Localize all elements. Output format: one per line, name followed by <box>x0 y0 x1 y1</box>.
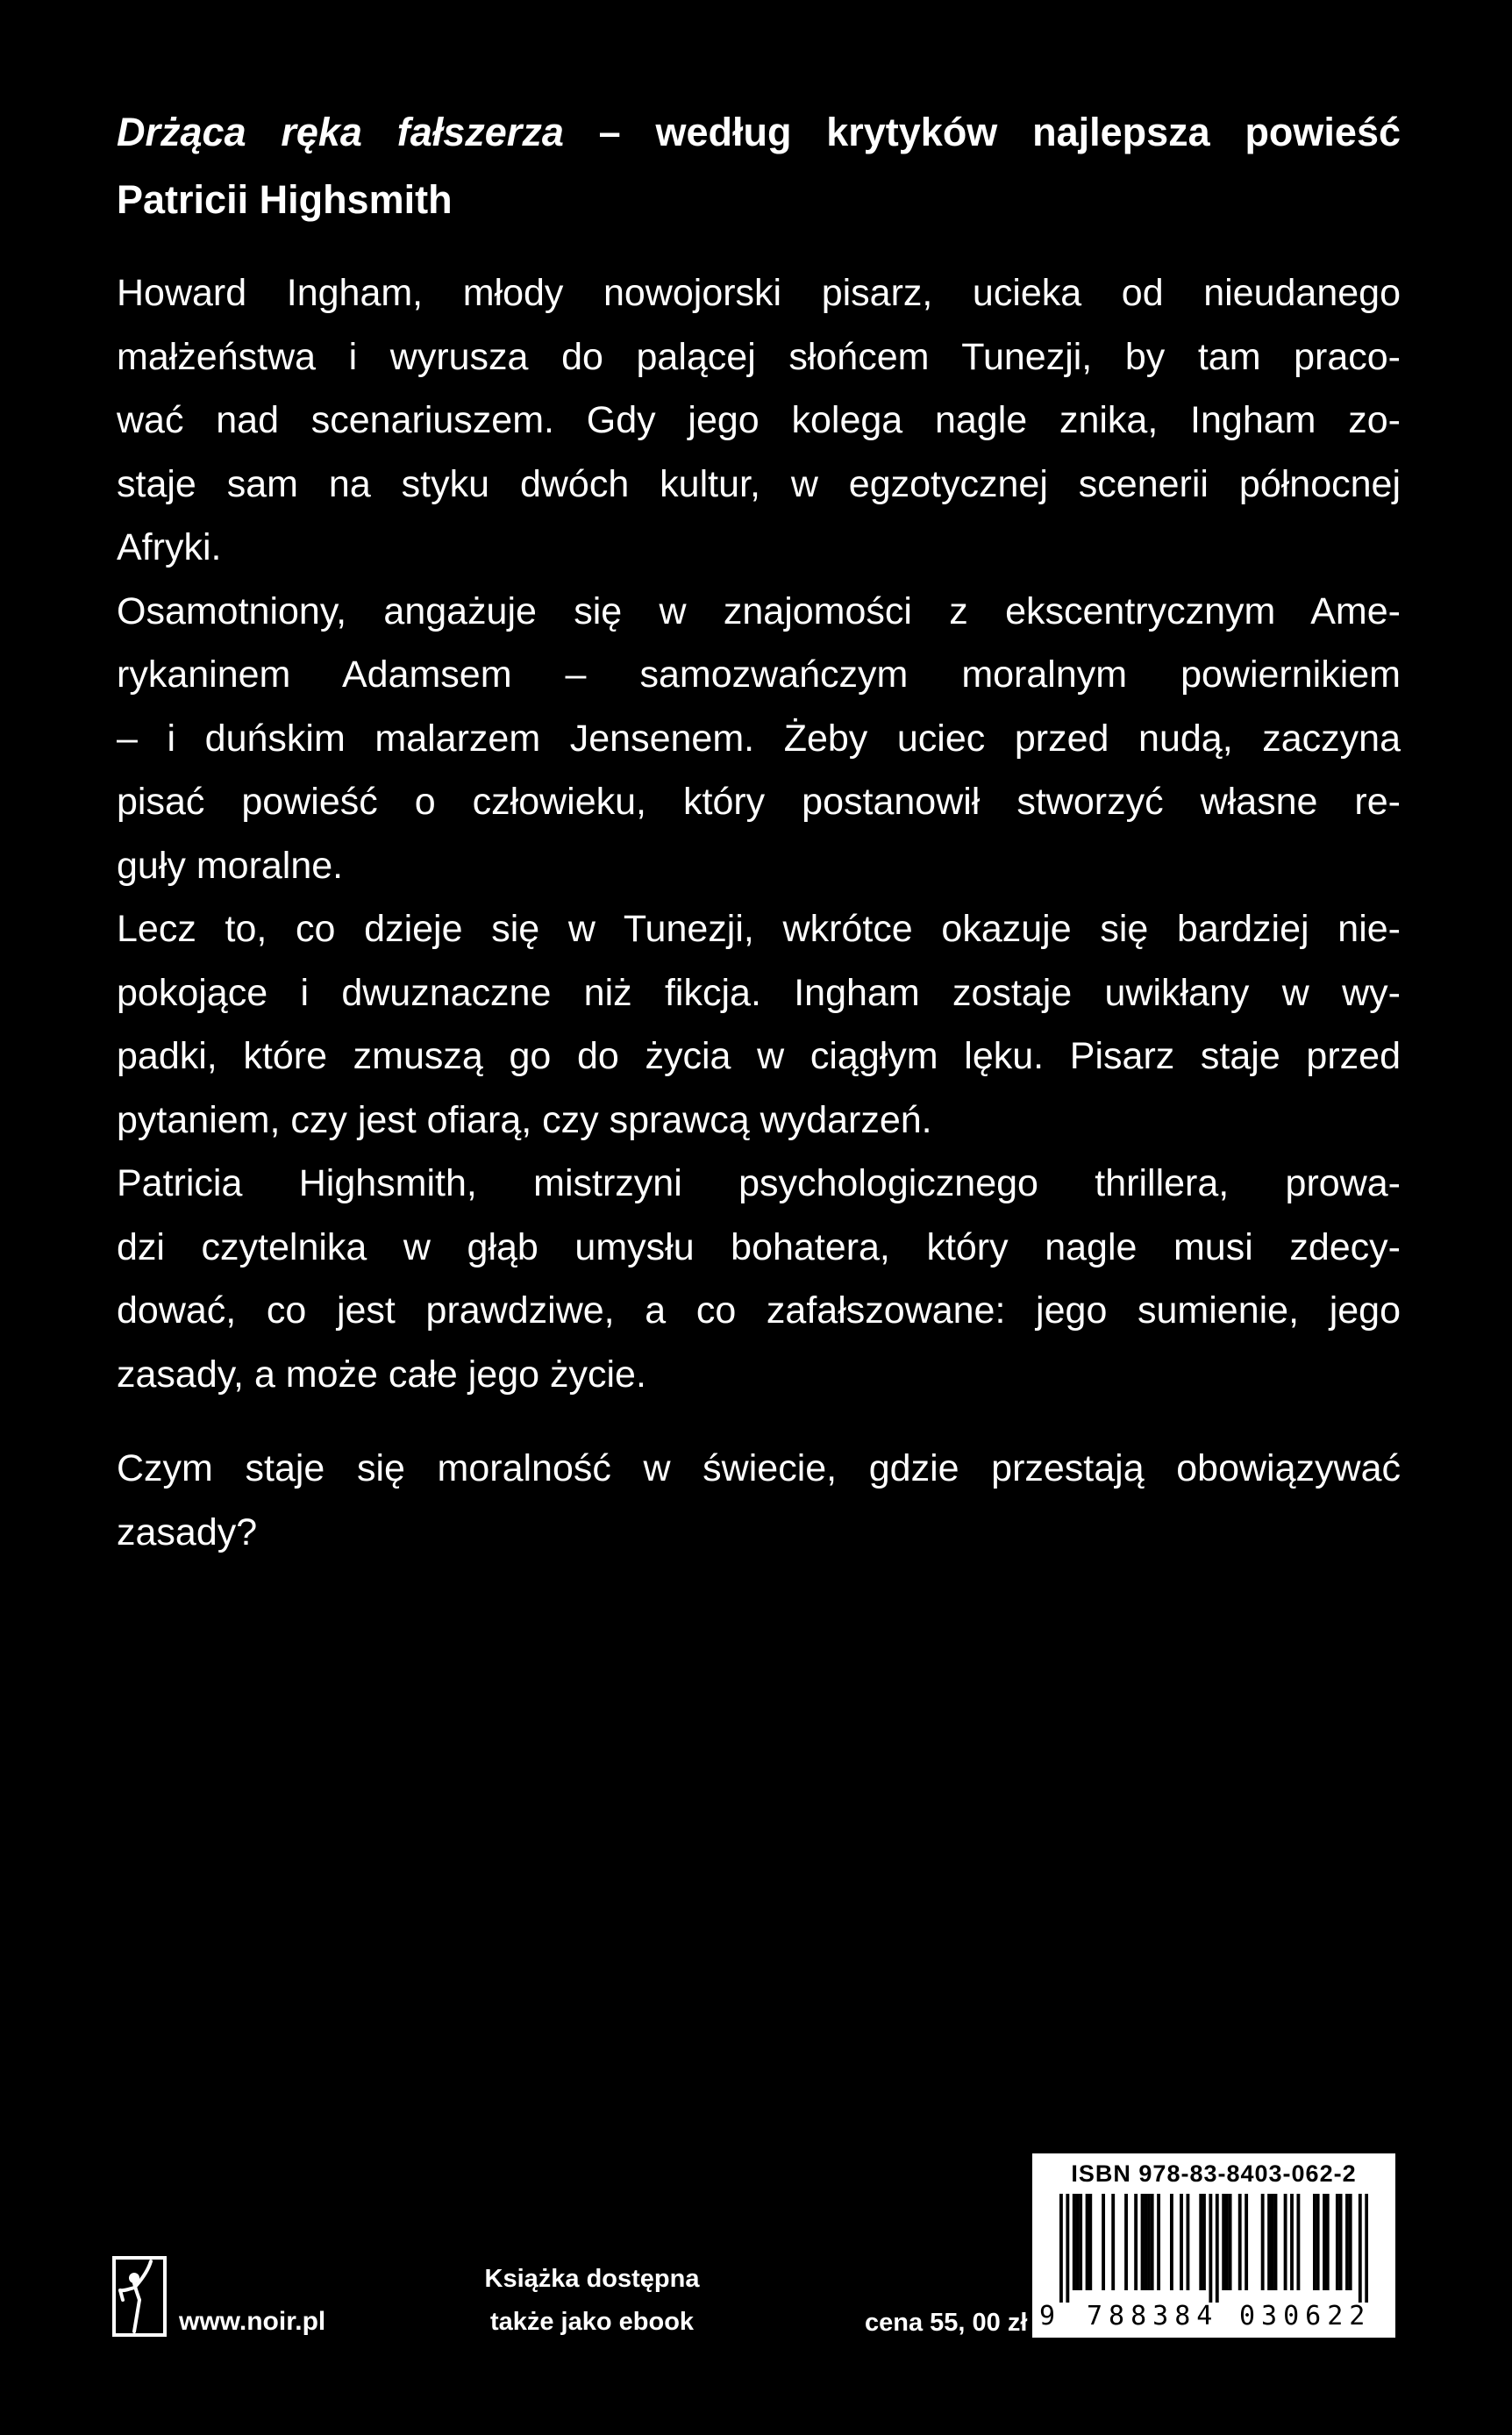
ebook-availability-note <box>478 2258 706 2344</box>
ean-barcode-icon <box>1059 2194 1368 2304</box>
noir-figure-icon <box>112 2256 167 2337</box>
question-line: zasady? <box>117 1510 258 1553</box>
body-line: rykaninem Adamsem – samozwańczym moralnym powiernikiem <box>117 653 1401 696</box>
isbn-panel <box>1032 2153 1395 2338</box>
body-line: Lecz to, co dzieje się w Tunezji, wkrótce okazuje się bardziej nie- <box>117 908 1401 950</box>
barcode-digit-group-1: 788384 <box>1087 2301 1219 2331</box>
body-line: guły moralne. <box>117 844 344 887</box>
body-line: dować, co jest prawdziwe, a co zafałszowane: jego sumienie, jego <box>117 1289 1401 1332</box>
body-line: – i duńskim malarzem Jensenem. Żeby uciec przed nudą, zaczyna <box>117 717 1401 760</box>
body-line: pokojące i dwuznaczne niż fikcja. Ingham zostaje uwikłany w wy- <box>117 971 1401 1014</box>
question-block <box>117 1437 1401 1564</box>
body-line: małżeństwa i wyrusza do palącej słońcem Tunezji, by tam praco- <box>117 335 1401 378</box>
body-line: pytaniem, czy jest ofiarą, czy sprawcą wydarzeń. <box>117 1098 932 1141</box>
body-line: Patricia Highsmith, mistrzyni psychologicznego thrillera, prowa- <box>117 1162 1401 1204</box>
body-line: zasady, a może całe jego życie. <box>117 1353 646 1396</box>
body-line: Howard Ingham, młody nowojorski pisarz, ucieka od nieudanego <box>117 272 1401 314</box>
barcode-digit-group-2: 030622 <box>1239 2301 1372 2331</box>
body-line: padki, które zmuszą go do życia w ciągłym lęku. Pisarz staje przed <box>117 1035 1401 1077</box>
ebook-note-line-1: Książka dostępna <box>484 2265 700 2293</box>
title-block <box>117 98 1401 233</box>
body-paragraphs <box>117 261 1401 1406</box>
body-line: staje sam na styku dwóch kultur, w egzotycznej scenerii północnej <box>117 462 1401 505</box>
title-italic-part: Drżąca ręka fałszerza <box>117 110 564 154</box>
title-line-1 <box>117 98 1401 166</box>
price-label: cena 55, 00 zł <box>865 2309 1028 2337</box>
isbn-label: ISBN 978-83-8403-062-2 <box>1071 2160 1357 2187</box>
ebook-note-line-2: także jako ebook <box>489 2308 695 2336</box>
body-line: Osamotniony, angażuje się w znajomości z ekscentrycznym Ame- <box>117 589 1401 632</box>
question-line: Czym staje się moralność w świecie, gdzie przestają obowiązywać <box>117 1447 1401 1489</box>
body-line: pisać powieść o człowieku, który postanowił stworzyć własne re- <box>117 781 1401 823</box>
body-line: wać nad scenariuszem. Gdy jego kolega nagle znika, Ingham zo- <box>117 399 1401 441</box>
barcode-digit-first: 9 <box>1039 2301 1056 2331</box>
publisher-website: www.noir.pl <box>179 2307 326 2336</box>
body-line: Afryki. <box>117 526 222 568</box>
title-rest: – według krytyków najlepsza powieść <box>563 110 1401 154</box>
publisher-logo <box>112 2256 167 2337</box>
title-line-2: Patricii Highsmith <box>117 177 453 222</box>
body-line: dzi czytelnika w głąb umysłu bohatera, który nagle musi zdecy- <box>117 1225 1401 1268</box>
